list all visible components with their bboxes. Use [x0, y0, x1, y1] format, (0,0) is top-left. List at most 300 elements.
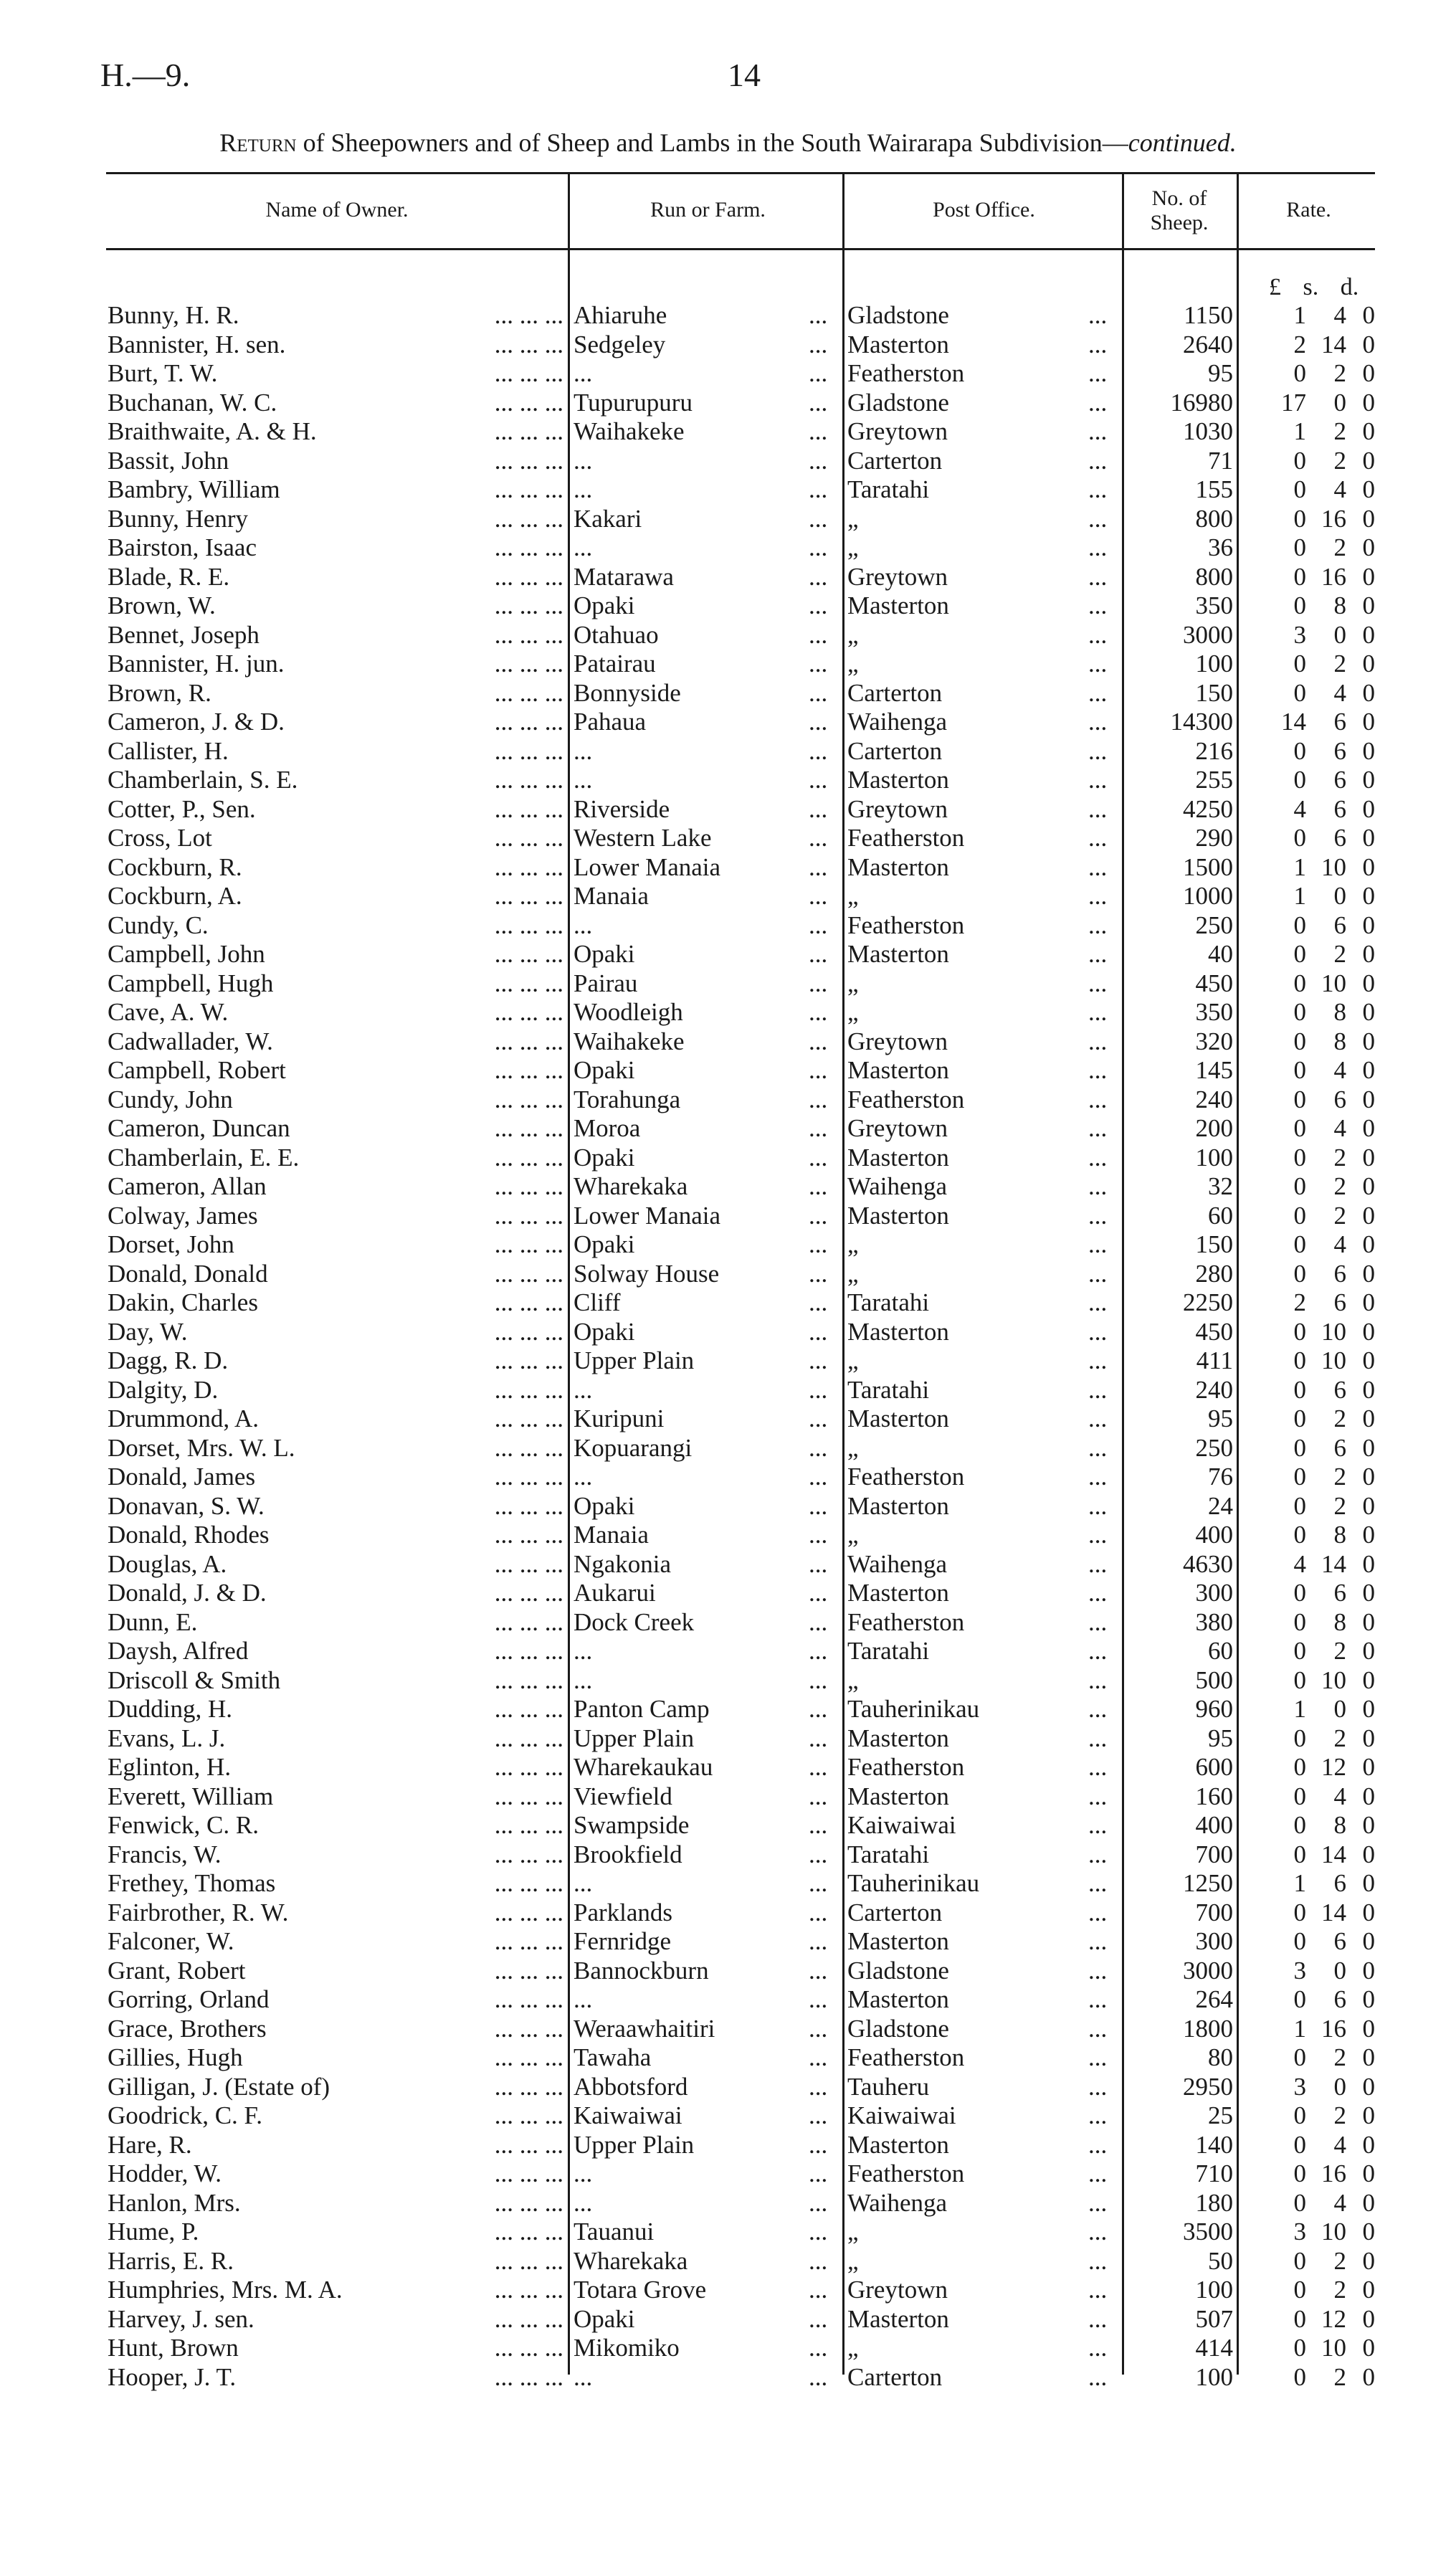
sheep-count: 3000 [1183, 620, 1233, 649]
title-continued: continued. [1128, 128, 1237, 157]
post-office-cell: „ [847, 2218, 859, 2246]
post-office-cell: „ [847, 1259, 859, 1288]
leader-dots: ... ... ... [494, 1201, 563, 1230]
owner-cell [108, 2101, 566, 2131]
leader-dots: ... [1088, 708, 1108, 736]
table-row [0, 824, 1456, 853]
owner-cell [108, 1318, 566, 1347]
table-row [0, 1840, 1456, 1870]
leader-dots: ... [809, 1433, 828, 1462]
sheep-count: 140 [1195, 2130, 1233, 2159]
post-office-cell: „ [847, 620, 859, 649]
rate-shillings: 2 [1333, 1463, 1346, 1491]
post-office-cell: Greytown [847, 417, 948, 445]
rate-shillings: 2 [1333, 2043, 1346, 2071]
owner-name: Hare, R. [108, 2131, 198, 2159]
post-office-cell: „ [847, 650, 859, 678]
leader-dots: ... [1088, 1724, 1108, 1752]
owner-name: Donald, Donald [108, 1260, 274, 1288]
table-row [0, 2101, 1456, 2131]
owner-cell [108, 2305, 566, 2334]
leader-dots: ... [809, 475, 828, 503]
post-office-cell: Waihenga [847, 708, 948, 736]
table-row [0, 621, 1456, 650]
rate-pounds: 0 [1293, 1027, 1306, 1055]
leader-dots: ... ... ... [494, 2276, 563, 2304]
sheep-count: 32 [1208, 1172, 1233, 1200]
run-cell: Sedgeley [574, 330, 666, 358]
rate-pounds: 0 [1293, 446, 1306, 475]
leader-dots: ... ... ... [494, 1317, 563, 1346]
rate-shillings: 0 [1333, 882, 1346, 910]
sheep-count: 380 [1195, 1607, 1233, 1636]
owner-cell [108, 1840, 566, 1870]
post-office-cell: Gladstone [847, 2014, 949, 2043]
rate-shillings: 6 [1333, 1985, 1346, 2013]
sheep-count: 280 [1195, 1259, 1233, 1288]
rate-shillings: 14 [1321, 330, 1346, 358]
sheep-count: 150 [1195, 1230, 1233, 1258]
leader-dots: ... ... ... [494, 1521, 563, 1549]
post-office-cell: Featherston [847, 2159, 965, 2187]
rate-pounds: 2 [1293, 330, 1306, 358]
leader-dots: ... ... ... [494, 2159, 563, 2187]
run-cell: Bonnyside [574, 678, 681, 707]
rate-pounds: 0 [1293, 1375, 1306, 1404]
owner-name: Frethey, Thomas [108, 1869, 281, 1897]
leader-dots: ... [1088, 969, 1108, 997]
rate-pounds: 0 [1293, 1840, 1306, 1868]
rate-pence: 0 [1362, 1201, 1375, 1230]
leader-dots: ... ... ... [494, 1985, 563, 2013]
leader-dots: ... [809, 1405, 828, 1432]
owner-cell [108, 650, 566, 679]
owner-cell [108, 2247, 566, 2276]
owner-cell [108, 331, 566, 360]
sheep-count: 450 [1195, 1317, 1233, 1346]
rate-pounds: 0 [1293, 562, 1306, 591]
owner-name: Douglas, A. [108, 1550, 232, 1578]
run-cell: Panton Camp [574, 1695, 710, 1723]
run-cell: Abbotsford [574, 2072, 688, 2101]
owner-name: Brown, R. [108, 679, 217, 707]
rate-pence: 0 [1362, 1491, 1375, 1520]
sheep-count: 2950 [1183, 2072, 1233, 2101]
rate-pounds: 0 [1293, 766, 1306, 794]
run-cell: Cliff [574, 1288, 621, 1316]
run-cell: Pairau [574, 969, 638, 997]
rate-pence: 0 [1362, 533, 1375, 561]
rate-shillings: 6 [1333, 708, 1346, 736]
leader-dots: ... [1088, 2130, 1108, 2159]
leader-dots: ... [809, 2362, 828, 2391]
post-office-cell: Featherston [847, 1607, 965, 1636]
rate-pence: 0 [1362, 417, 1375, 445]
leader-dots: ... [1088, 1927, 1108, 1955]
owner-name: Cotter, P., Sen. [108, 795, 262, 823]
post-office-cell: Waihenga [847, 1549, 948, 1578]
owner-name: Falconer, W. [108, 1927, 240, 1955]
rate-pence: 0 [1362, 2101, 1375, 2129]
leader-dots: ... [1088, 678, 1108, 707]
owner-name: Campbell, Hugh [108, 969, 279, 997]
rate-pence: 0 [1362, 911, 1375, 939]
post-office-cell: Masterton [847, 2304, 949, 2333]
run-cell: Manaia [574, 1521, 649, 1549]
leader-dots: ... [1088, 1579, 1108, 1607]
owner-cell [108, 417, 566, 447]
rate-pounds: 0 [1293, 1085, 1306, 1113]
post-office-cell: Masterton [847, 1143, 949, 1172]
rate-shillings: 4 [1333, 475, 1346, 503]
rate-pounds: 0 [1293, 475, 1306, 503]
rate-shillings: 10 [1321, 2334, 1346, 2362]
leader-dots: ... [809, 591, 828, 619]
rate-pence: 0 [1362, 504, 1375, 533]
table-row [0, 940, 1456, 969]
leader-dots: ... [809, 2334, 828, 2362]
owner-name: Campbell, Robert [108, 1056, 292, 1084]
table-row [0, 1144, 1456, 1173]
leader-dots: ... [809, 852, 828, 881]
rate-shillings: 6 [1333, 1375, 1346, 1404]
leader-dots: ... [809, 1665, 828, 1694]
rate-shillings: 8 [1333, 1607, 1346, 1636]
sheep-count: 255 [1195, 766, 1233, 794]
rate-pence: 0 [1362, 766, 1375, 794]
rate-pence: 0 [1362, 1869, 1375, 1897]
leader-dots: ... ... ... [494, 1898, 563, 1926]
run-cell: ... [574, 1869, 593, 1897]
owner-cell [108, 2073, 566, 2102]
sheep-count: 100 [1195, 1143, 1233, 1172]
owner-name: Cadwallader, W. [108, 1027, 279, 1055]
post-office-cell: „ [847, 998, 859, 1026]
table-row [0, 969, 1456, 999]
rate-shillings: 16 [1321, 2014, 1346, 2043]
owner-name: Brown, W. [108, 591, 222, 619]
leader-dots: ... [1088, 2014, 1108, 2043]
leader-dots: ... [1088, 736, 1108, 765]
rate-pence: 0 [1362, 2276, 1375, 2304]
rate-pence: 0 [1362, 620, 1375, 649]
table-row [0, 1085, 1456, 1115]
sheep-count: 100 [1195, 2276, 1233, 2304]
leader-dots: ... ... ... [494, 1346, 563, 1374]
leader-dots: ... [809, 1637, 828, 1665]
owner-name: Blade, R. E. [108, 563, 235, 591]
rate-shillings: 6 [1333, 766, 1346, 794]
leader-dots: ... [809, 1114, 828, 1142]
leader-dots: ... ... ... [494, 1114, 563, 1142]
rate-shillings: 6 [1333, 1288, 1346, 1316]
leader-dots: ... [809, 2072, 828, 2101]
leader-dots: ... ... ... [494, 678, 563, 707]
owner-cell [108, 1869, 566, 1899]
owner-name: Drummond, A. [108, 1405, 265, 1432]
table-row [0, 1172, 1456, 1202]
rate-pounds: 0 [1293, 998, 1306, 1026]
run-cell: ... [574, 1463, 593, 1491]
run-cell: Manaia [574, 882, 649, 910]
owner-cell [108, 475, 566, 505]
post-office-cell: Masterton [847, 766, 949, 794]
owner-cell [108, 563, 566, 592]
rate-pence: 0 [1362, 940, 1375, 968]
sheep-count: 800 [1195, 562, 1233, 591]
owner-name: Hunt, Brown [108, 2334, 244, 2362]
leader-dots: ... [1088, 1607, 1108, 1636]
owner-name: Cameron, Allan [108, 1172, 272, 1200]
rate-shillings: 4 [1333, 301, 1346, 329]
leader-dots: ... [1088, 2159, 1108, 2187]
sheep-count: 150 [1195, 678, 1233, 707]
owner-cell [108, 1666, 566, 1696]
sheep-count: 507 [1195, 2304, 1233, 2333]
rate-shillings: 6 [1333, 736, 1346, 765]
post-office-cell: Masterton [847, 330, 949, 358]
owner-name: Cundy, John [108, 1085, 239, 1113]
leader-dots: ... ... ... [494, 562, 563, 591]
rate-shillings: 16 [1321, 504, 1346, 533]
rate-shillings: 0 [1333, 388, 1346, 417]
sheep-count: 16980 [1170, 388, 1233, 417]
rate-shillings: 14 [1321, 1898, 1346, 1926]
owner-cell [108, 1579, 566, 1608]
rate-pence: 0 [1362, 1579, 1375, 1607]
leader-dots: ... [809, 650, 828, 678]
table-row [0, 331, 1456, 360]
owner-cell [108, 2189, 566, 2218]
owner-name: Bambry, William [108, 475, 286, 503]
leader-dots: ... [1088, 1753, 1108, 1781]
title-lead: Return [219, 128, 297, 157]
rate-pounds: 0 [1293, 2130, 1306, 2159]
rate-shillings: 2 [1333, 1172, 1346, 1200]
post-office-cell: Greytown [847, 2276, 948, 2304]
rate-pence: 0 [1362, 1695, 1375, 1723]
rate-shillings: 2 [1333, 359, 1346, 387]
table-row [0, 795, 1456, 825]
owner-name: Burt, T. W. [108, 359, 223, 387]
rate-shillings: 6 [1333, 1085, 1346, 1113]
leader-dots: ... [809, 1985, 828, 2013]
owner-cell [108, 795, 566, 825]
leader-dots: ... [1088, 2246, 1108, 2275]
rate-pence: 0 [1362, 1288, 1375, 1316]
leader-dots: ... ... ... [494, 1085, 563, 1113]
rate-shillings: 6 [1333, 1927, 1346, 1955]
owner-cell [108, 621, 566, 650]
owner-cell [108, 1056, 566, 1085]
table-row [0, 1376, 1456, 1405]
leader-dots: ... [809, 417, 828, 445]
sheep-count: 4250 [1183, 794, 1233, 823]
owner-name: Gillies, Hugh [108, 2043, 249, 2071]
rate-pounds: 0 [1293, 2246, 1306, 2275]
owner-cell [108, 1724, 566, 1754]
rate-pence: 0 [1362, 1172, 1375, 1200]
run-cell: Ahiaruhe [574, 301, 667, 329]
rate-shillings: 6 [1333, 824, 1346, 852]
page-number: 14 [728, 57, 761, 93]
leader-dots: ... ... ... [494, 1927, 563, 1955]
leader-dots: ... ... ... [494, 359, 563, 387]
rate-pounds: 1 [1293, 852, 1306, 881]
run-cell: Wharekaka [574, 2246, 688, 2275]
post-office-cell: Carterton [847, 2362, 943, 2391]
owner-name: Dunn, E. [108, 1608, 203, 1636]
rate-shillings: 0 [1333, 620, 1346, 649]
leader-dots: ... [1088, 1230, 1108, 1258]
table-row [0, 1318, 1456, 1347]
rate-pounds: 0 [1293, 1579, 1306, 1607]
leader-dots: ... ... ... [494, 417, 563, 445]
rate-pence: 0 [1362, 2246, 1375, 2275]
table-row [0, 1492, 1456, 1521]
post-office-cell: Masterton [847, 940, 949, 968]
rate-pence: 0 [1362, 882, 1375, 910]
leader-dots: ... [809, 1288, 828, 1316]
owner-cell [108, 1927, 566, 1957]
post-office-cell: Featherston [847, 824, 965, 852]
rate-pence: 0 [1362, 1521, 1375, 1549]
owner-name: Driscoll & Smith [108, 1666, 286, 1694]
run-cell: Kaiwaiwai [574, 2101, 682, 2129]
rate-shillings: 6 [1333, 1869, 1346, 1897]
post-office-cell: Taratahi [847, 1840, 930, 1868]
table-row [0, 475, 1456, 505]
leader-dots: ... ... ... [494, 1056, 563, 1084]
leader-dots: ... [809, 504, 828, 533]
table-row [0, 1521, 1456, 1550]
leader-dots: ... ... ... [494, 824, 563, 852]
rate-pence: 0 [1362, 824, 1375, 852]
leader-dots: ... ... ... [494, 1724, 563, 1752]
post-office-cell: Masterton [847, 1782, 949, 1810]
rate-shillings: 10 [1321, 969, 1346, 997]
table-row [0, 2247, 1456, 2276]
owner-cell [108, 737, 566, 766]
rate-pounds: 0 [1293, 911, 1306, 939]
rate-pence: 0 [1362, 708, 1375, 736]
rate-shillings: 8 [1333, 1521, 1346, 1549]
rate-pence: 0 [1362, 1259, 1375, 1288]
leader-dots: ... [809, 2218, 828, 2246]
post-office-cell: Tauherinikau [847, 1869, 980, 1897]
rate-shillings: 8 [1333, 591, 1346, 619]
leader-dots: ... [809, 359, 828, 387]
rate-shillings: 14 [1321, 1549, 1346, 1578]
owner-name: Donald, James [108, 1463, 261, 1491]
run-cell: Bannockburn [574, 1956, 709, 1985]
leader-dots: ... [809, 1724, 828, 1752]
leader-dots: ... [1088, 1840, 1108, 1868]
run-cell: Western Lake [574, 824, 712, 852]
rate-shillings: 14 [1321, 1840, 1346, 1868]
owner-name: Bunny, H. R. [108, 301, 244, 329]
sheep-count: 3500 [1183, 2218, 1233, 2246]
rate-shillings: 2 [1333, 1637, 1346, 1665]
post-office-cell: Greytown [847, 562, 948, 591]
sheep-count: 400 [1195, 1811, 1233, 1839]
rate-pounds: 3 [1293, 2218, 1306, 2246]
rate-pounds: 0 [1293, 824, 1306, 852]
run-cell: Solway House [574, 1259, 720, 1288]
run-cell: Wharekaka [574, 1172, 688, 1200]
leader-dots: ... [809, 2014, 828, 2043]
leader-dots: ... ... ... [494, 2304, 563, 2333]
rate-pence: 0 [1362, 1463, 1375, 1491]
post-office-cell: Carterton [847, 736, 943, 765]
rate-pounds: 0 [1293, 1753, 1306, 1781]
leader-dots: ... [809, 969, 828, 997]
owner-cell [108, 1782, 566, 1812]
leader-dots: ... [809, 1027, 828, 1055]
rate-pence: 0 [1362, 2304, 1375, 2333]
leader-dots: ... [809, 330, 828, 358]
rate-shillings: 12 [1321, 2304, 1346, 2333]
sheep-count: 1000 [1183, 882, 1233, 910]
rate-pence: 0 [1362, 1811, 1375, 1839]
rate-pounds: 0 [1293, 1724, 1306, 1752]
owner-name: Evans, L. J. [108, 1724, 231, 1752]
owner-name: Hodder, W. [108, 2159, 227, 2187]
leader-dots: ... [1088, 1869, 1108, 1897]
owner-cell [108, 1492, 566, 1521]
leader-dots: ... [809, 911, 828, 939]
owner-cell [108, 1405, 566, 1434]
sheep-count: 800 [1195, 504, 1233, 533]
leader-dots: ... [809, 2304, 828, 2333]
rate-pounds: 3 [1293, 620, 1306, 649]
post-office-cell: „ [847, 2246, 859, 2275]
leader-dots: ... ... ... [494, 882, 563, 910]
owner-cell [108, 1085, 566, 1115]
post-office-cell: Featherston [847, 359, 965, 387]
leader-dots: ... [1088, 591, 1108, 619]
rate-pounds: 0 [1293, 2043, 1306, 2071]
leader-dots: ... [1088, 2362, 1108, 2391]
rate-shillings: 2 [1333, 650, 1346, 678]
rate-shillings: 2 [1333, 2101, 1346, 2129]
sheep-count: 500 [1195, 1665, 1233, 1694]
rate-shillings: 10 [1321, 2218, 1346, 2246]
leader-dots: ... [1088, 1463, 1108, 1491]
rate-pounds: 3 [1293, 2072, 1306, 2101]
leader-dots: ... ... ... [494, 1375, 563, 1404]
leader-dots: ... ... ... [494, 1637, 563, 1665]
leader-dots: ... ... ... [494, 2246, 563, 2275]
table-row [0, 2043, 1456, 2073]
rate-pence: 0 [1362, 1346, 1375, 1374]
leader-dots: ... ... ... [494, 1782, 563, 1810]
rate-shillings: 4 [1333, 1230, 1346, 1258]
owner-name: Cockburn, R. [108, 853, 248, 881]
leader-dots: ... ... ... [494, 1840, 563, 1868]
owner-name: Day, W. [108, 1318, 193, 1346]
post-office-cell: „ [847, 533, 859, 561]
run-cell: Ngakonia [574, 1549, 672, 1578]
rate-shillings: 12 [1321, 1753, 1346, 1781]
owner-cell [108, 1463, 566, 1492]
owner-cell [108, 1376, 566, 1405]
sheep-count: 450 [1195, 969, 1233, 997]
rate-shillings: 2 [1333, 417, 1346, 445]
rate-pounds: 0 [1293, 2101, 1306, 2129]
leader-dots: ... [809, 794, 828, 823]
sheep-count: 60 [1208, 1637, 1233, 1665]
